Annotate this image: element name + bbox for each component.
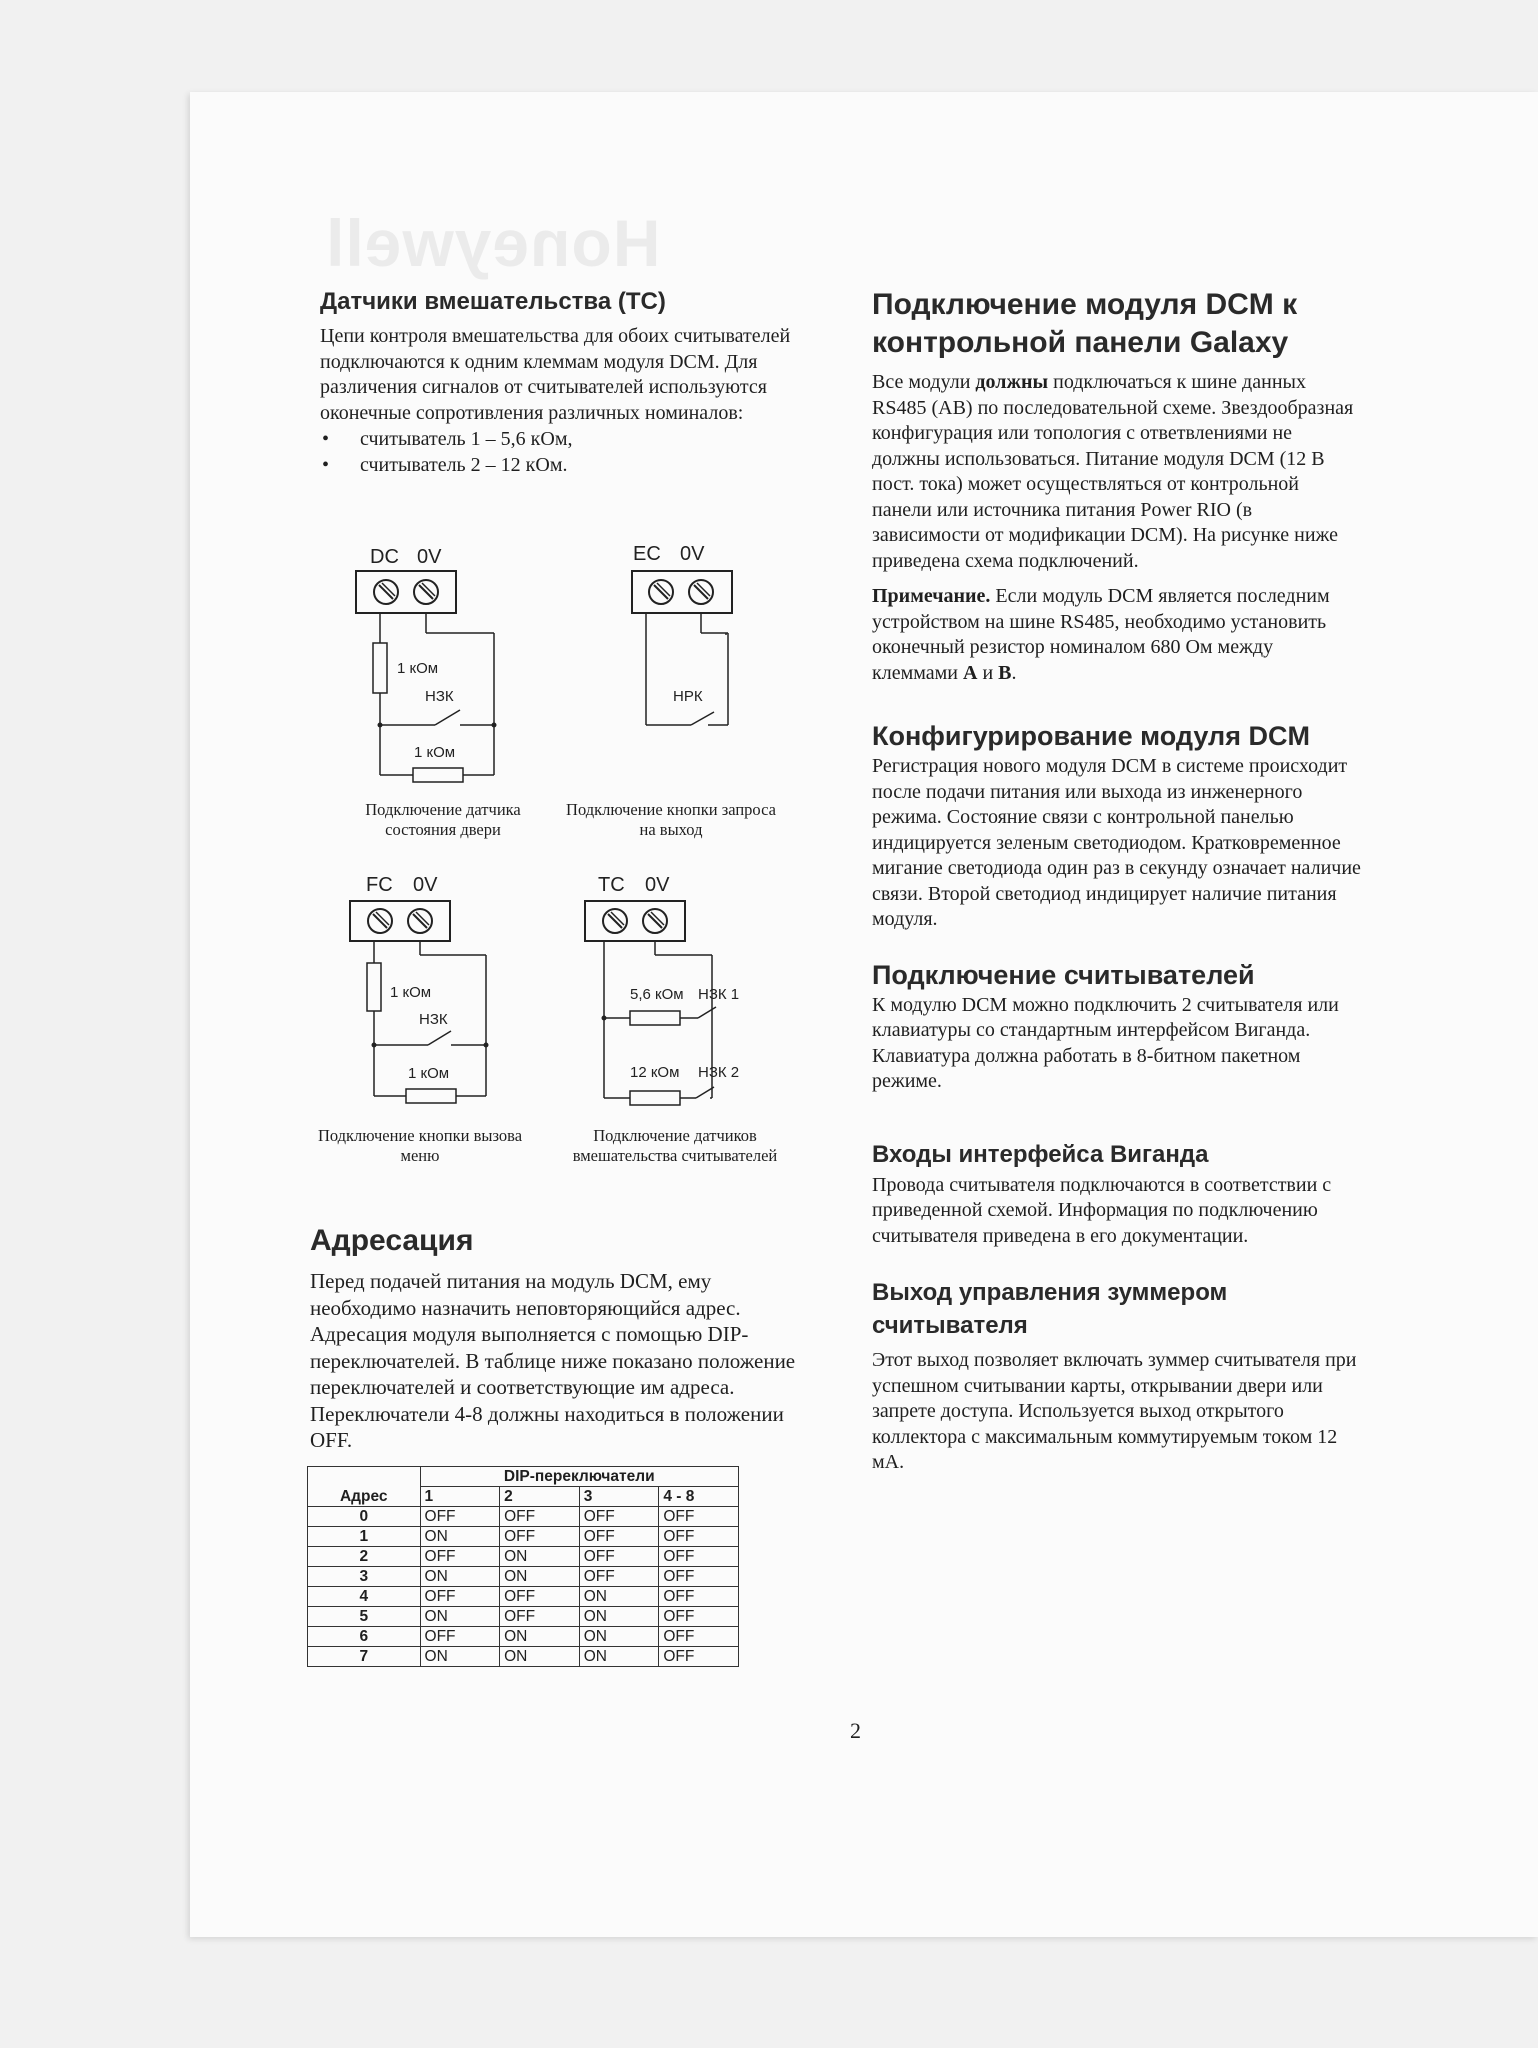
diagram-exit-button bbox=[616, 535, 776, 740]
terminal-label: 0V bbox=[417, 546, 442, 568]
table-cell: ON bbox=[420, 1567, 500, 1587]
connection-heading: Подключение модуля DCM к контрольной панели Galaxy bbox=[872, 288, 1298, 359]
table-cell: OFF bbox=[500, 1587, 580, 1607]
diagram-menu-button bbox=[334, 863, 524, 1118]
table-cell: ON bbox=[500, 1647, 580, 1667]
table-cell: ON bbox=[579, 1587, 659, 1607]
wiegand-heading: Входы интерфейса Виганда bbox=[872, 1140, 1209, 1168]
addressing-paragraph: Перед подачей питания на модуль DCM, ему необходимо назначить неповторяющийся адрес. Адресация модуля выполняется с помощью DIP-переключателей. В таблице ниже показано положение переключателей и соответствующие им адреса. Переключатели 4-8 должны находиться в положении OFF. bbox=[310, 1269, 796, 1452]
table-cell: 4 bbox=[308, 1587, 421, 1607]
table-row bbox=[308, 1587, 739, 1607]
text-span: Если модуль DCM является последним устройством на шине RS485, необходимо установить оконечный резистор номиналом 680 Ом между клеммами bbox=[872, 585, 1330, 684]
caption-exit-button: Подключение кнопки запроса на выход bbox=[566, 800, 776, 839]
table-cell: OFF bbox=[659, 1507, 739, 1527]
table-header: 2 bbox=[500, 1487, 580, 1507]
readers-heading: Подключение считывателей bbox=[872, 959, 1255, 990]
table-row bbox=[308, 1507, 739, 1527]
table-cell: 3 bbox=[308, 1567, 421, 1587]
table-cell: OFF bbox=[579, 1527, 659, 1547]
table-cell: OFF bbox=[420, 1547, 500, 1567]
switch-label: НЗК bbox=[425, 688, 454, 705]
tc-list bbox=[320, 427, 800, 478]
terminal-label: 0V bbox=[413, 874, 438, 896]
table-body bbox=[308, 1507, 739, 1667]
table-cell: OFF bbox=[579, 1567, 659, 1587]
table-header-address: Адрес bbox=[308, 1487, 421, 1507]
table-cell: OFF bbox=[500, 1527, 580, 1547]
dip-switch-table bbox=[307, 1466, 739, 1667]
table-cell: OFF bbox=[659, 1607, 739, 1627]
note-paragraph bbox=[872, 584, 1362, 686]
page-number: 2 bbox=[850, 1718, 861, 1743]
emphasis-text: должны bbox=[975, 371, 1049, 393]
switch-label: НРК bbox=[673, 688, 703, 705]
right-column bbox=[872, 286, 1362, 1476]
table-cell: OFF bbox=[579, 1507, 659, 1527]
text-span: и bbox=[977, 661, 999, 684]
addressing-heading: Адресация bbox=[310, 1224, 474, 1257]
list-item: • считыватель 2 – 12 кОм. bbox=[320, 453, 800, 479]
table-cell: ON bbox=[420, 1607, 500, 1627]
table-cell: ON bbox=[500, 1627, 580, 1647]
text-span: . bbox=[1011, 661, 1017, 684]
table-row bbox=[308, 1647, 739, 1667]
resistor-label: 5,6 кОм bbox=[630, 986, 684, 1003]
resistor-label: 12 кОм bbox=[630, 1064, 680, 1081]
readers-paragraph: К модулю DCM можно подключить 2 считывателя или клавиатуры со стандартным интерфейсом Виганда. Клавиатура должна работать в 8-битном пакетном режиме. bbox=[872, 993, 1339, 1092]
terminal-label: EC bbox=[633, 543, 661, 565]
table-cell: 6 bbox=[308, 1627, 421, 1647]
resistor-label: 1 кОм bbox=[414, 744, 456, 761]
config-paragraph: Регистрация нового модуля DCM в системе происходит после подачи питания или выхода из инженерного режима. Состояние связи с контрольной панелью индицируется зеленым светодиодом. Кратковременное мигание светодиода один раз в секунду означает наличие связи. Второй светодиод индицирует наличие питания модуля. bbox=[872, 755, 1361, 930]
terminal-label: 0V bbox=[645, 874, 670, 896]
table-cell: ON bbox=[579, 1647, 659, 1667]
table-cell: OFF bbox=[659, 1627, 739, 1647]
terminal-label: 0V bbox=[680, 543, 705, 565]
table-cell: 2 bbox=[308, 1547, 421, 1567]
table-cell: 1 bbox=[308, 1527, 421, 1547]
tc-paragraph: Цепи контроля вмешательства для обоих считывателей подключаются к одним клеммам модуля DCM. Для различения сигналов от считывателей используются оконечные сопротивления различных номиналов: bbox=[320, 325, 791, 424]
table-header: 4 - 8 bbox=[659, 1487, 739, 1507]
resistor-label: 1 кОм bbox=[397, 660, 439, 677]
table-row bbox=[308, 1627, 739, 1647]
tc-heading: Датчики вмешательства (ТС) bbox=[320, 288, 666, 315]
table-row bbox=[308, 1607, 739, 1627]
wiegand-paragraph: Провода считывателя подключаются в соответствии с приведенной схемой. Информация по подключению считывателя приведена в его документации. bbox=[872, 1173, 1332, 1247]
buzzer-heading: Выход управления зуммером считывателя bbox=[872, 1279, 1228, 1339]
text-span: Все модули bbox=[872, 371, 976, 393]
table-row bbox=[308, 1547, 739, 1567]
table-cell: OFF bbox=[659, 1647, 739, 1667]
table-cell: OFF bbox=[659, 1527, 739, 1547]
connection-paragraph bbox=[872, 370, 1362, 574]
text-span: подключаться к шине данных RS485 (AB) по последовательной схеме. Звездообразная конфигурация или топология с ответвлениями не должны использоваться. Питание модуля DCM (12 В пост. тока) может осуществляться от контрольной панели или источника питания Power RIO (в зависимости от модификации DCM). На рисунке ниже приведена схема подключений. bbox=[872, 371, 1354, 572]
diagram-tamper-sensors bbox=[580, 863, 770, 1123]
table-cell: ON bbox=[420, 1527, 500, 1547]
caption-door-sensor: Подключение датчика состояния двери bbox=[365, 800, 521, 839]
terminal-a: A bbox=[963, 661, 978, 684]
table-header: 1 bbox=[420, 1487, 500, 1507]
resistor-label: 1 кОм bbox=[390, 984, 432, 1001]
buzzer-paragraph: Этот выход позволяет включать зуммер считывателя при успешном считывании карты, открывании двери или запрете доступа. Используется выход открытого коллектора с максимальным коммутируемым током 12 мА. bbox=[872, 1349, 1357, 1473]
table-cell: OFF bbox=[420, 1627, 500, 1647]
terminal-label: TC bbox=[598, 874, 625, 896]
watermark-logo: Honeywell bbox=[325, 206, 661, 280]
table-cell: OFF bbox=[659, 1587, 739, 1607]
table-group-header: DIP-переключатели bbox=[420, 1467, 738, 1487]
switch-label: НЗК 2 bbox=[698, 1064, 740, 1081]
table-cell: ON bbox=[579, 1627, 659, 1647]
table-cell: OFF bbox=[659, 1567, 739, 1587]
list-item: • считыватель 1 – 5,6 кОм, bbox=[320, 427, 800, 453]
table-cell: OFF bbox=[500, 1607, 580, 1627]
terminal-label: DC bbox=[370, 546, 399, 568]
resistor-label: 1 кОм bbox=[408, 1065, 450, 1082]
diagram-door-sensor bbox=[340, 535, 530, 800]
terminal-label: FC bbox=[366, 874, 393, 896]
addressing-section bbox=[310, 1222, 802, 1454]
table-cell: 0 bbox=[308, 1507, 421, 1527]
table-corner bbox=[308, 1467, 421, 1487]
table-cell: OFF bbox=[579, 1547, 659, 1567]
table-cell: OFF bbox=[659, 1547, 739, 1567]
table-row bbox=[308, 1567, 739, 1587]
config-heading: Конфигурирование модуля DCM bbox=[872, 721, 1310, 751]
table-row bbox=[308, 1527, 739, 1547]
table-cell: ON bbox=[500, 1547, 580, 1567]
table-cell: OFF bbox=[500, 1507, 580, 1527]
table-cell: 5 bbox=[308, 1607, 421, 1627]
table-cell: ON bbox=[420, 1647, 500, 1667]
terminal-b: B bbox=[998, 661, 1012, 684]
table-cell: 7 bbox=[308, 1647, 421, 1667]
table-header: 3 bbox=[579, 1487, 659, 1507]
table-cell: ON bbox=[579, 1607, 659, 1627]
table-cell: OFF bbox=[420, 1507, 500, 1527]
left-column bbox=[320, 288, 800, 478]
switch-label: НЗК 1 bbox=[698, 986, 740, 1003]
table-cell: OFF bbox=[420, 1587, 500, 1607]
switch-label: НЗК bbox=[419, 1011, 448, 1028]
note-label: Примечание. bbox=[872, 585, 991, 607]
caption-tamper-sensors: Подключение датчиков вмешательства считывателей bbox=[572, 1126, 778, 1165]
caption-menu-button: Подключение кнопки вызова меню bbox=[317, 1126, 523, 1165]
table-cell: ON bbox=[500, 1567, 580, 1587]
